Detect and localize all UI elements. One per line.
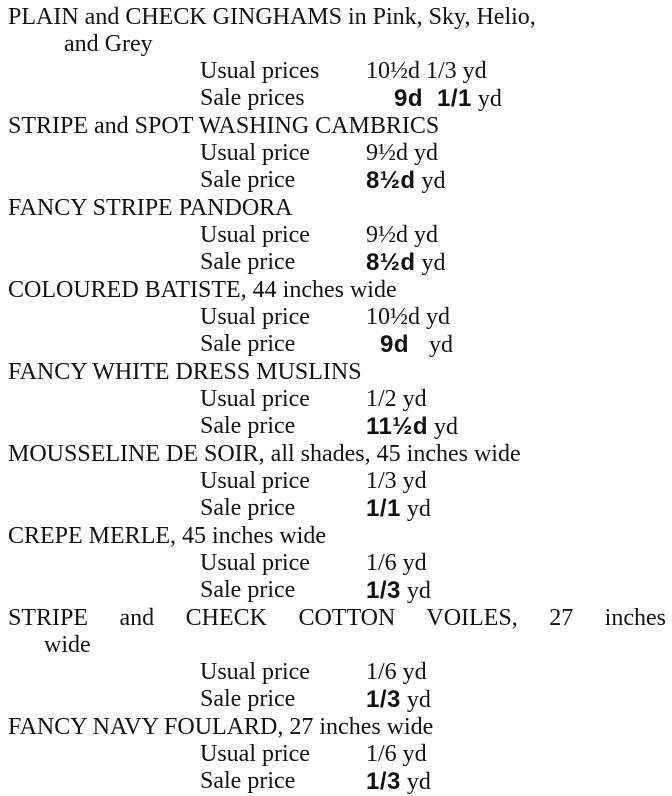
price-item [0, 195, 672, 277]
price-item [0, 113, 672, 195]
sale-price-bold: 1/1 [366, 495, 401, 522]
usual-price-row [0, 468, 672, 495]
item-title-text: FANCY STRIPE PANDORA [8, 195, 293, 221]
item-title [0, 195, 672, 222]
sale-price-label: Sale price [200, 686, 296, 712]
item-title [0, 714, 672, 741]
item-title-text: COLOURED BATISTE, 44 inches wide [8, 277, 397, 303]
sale-price-value [366, 686, 431, 714]
sale-price-unit: yd [406, 496, 431, 522]
usual-price-value: 1/6 yd [366, 659, 427, 685]
item-title-text: STRIPE and CHECK COTTON VOILES, 27 inches [8, 605, 666, 631]
sale-price-bold: 9d [380, 331, 410, 358]
item-title-continuation: wide [44, 632, 91, 658]
sale-price-row [0, 495, 672, 523]
sale-price-unit: yd [421, 250, 446, 276]
sale-price-bold: 1/3 [366, 577, 401, 604]
item-title [0, 441, 672, 468]
item-title [0, 359, 672, 386]
usual-price-value: 9½d yd [366, 140, 438, 166]
sale-price-label: Sale prices [200, 85, 305, 111]
sale-price-unit: yd [477, 86, 502, 112]
sale-price-bold: 9d [394, 85, 424, 112]
usual-price-label: Usual price [200, 468, 310, 494]
sale-price-row [0, 686, 672, 714]
usual-price-value: 1/6 yd [366, 550, 427, 576]
sale-price-label: Sale price [200, 577, 296, 603]
price-item [0, 359, 672, 441]
usual-price-label: Usual price [200, 741, 310, 767]
usual-price-row [0, 550, 672, 577]
usual-price-label: Usual prices [200, 58, 320, 84]
sale-price-bold: 1/1 [437, 85, 472, 112]
usual-price-label: Usual price [200, 222, 310, 248]
item-title [0, 4, 672, 58]
item-title-text: CREPE MERLE, 45 inches wide [8, 523, 326, 549]
usual-price-value: 1/3 yd [366, 468, 427, 494]
usual-price-value: 10½d yd [366, 304, 450, 330]
sale-price-unit: yd [406, 578, 431, 604]
sale-price-row [0, 167, 672, 195]
item-title [0, 277, 672, 304]
usual-price-row [0, 58, 672, 85]
usual-price-row [0, 741, 672, 768]
sale-price-unit: yd [406, 687, 431, 713]
sale-price-label: Sale price [200, 495, 296, 521]
item-title [0, 113, 672, 140]
item-title [0, 523, 672, 550]
sale-price-unit: yd [421, 168, 446, 194]
sale-price-bold: 8½d [366, 167, 416, 194]
sale-price-value [366, 331, 453, 359]
price-item [0, 523, 672, 605]
sale-price-label: Sale price [200, 331, 296, 357]
item-title-continuation: and Grey [64, 31, 153, 57]
sale-price-row [0, 768, 672, 796]
sale-price-value [366, 577, 431, 605]
usual-price-value: 10½d 1/3 yd [366, 58, 487, 84]
sale-price-label: Sale price [200, 167, 296, 193]
item-title-text: STRIPE and SPOT WASHING CAMBRICS [8, 113, 440, 139]
usual-price-row [0, 140, 672, 167]
sale-price-bold: 11½d [366, 413, 429, 440]
usual-price-value: 9½d yd [366, 222, 438, 248]
sale-price-row [0, 413, 672, 441]
sale-price-value [366, 495, 431, 523]
sale-price-value [366, 249, 446, 277]
sale-price-label: Sale price [200, 249, 296, 275]
sale-price-value [366, 167, 446, 195]
item-title-text: MOUSSELINE DE SOIR, all shades, 45 inches wide [8, 441, 521, 467]
usual-price-row [0, 659, 672, 686]
item-title-text: FANCY WHITE DRESS MUSLINS [8, 359, 362, 385]
item-title-text: FANCY NAVY FOULARD, 27 inches wide [8, 714, 434, 740]
price-item [0, 277, 672, 359]
price-item [0, 605, 672, 714]
sale-price-value [366, 413, 458, 441]
sale-price-value [366, 85, 502, 113]
item-title [0, 605, 672, 632]
sale-price-bold: 1/3 [366, 686, 401, 713]
sale-price-unit: yd [434, 414, 459, 440]
sale-price-row [0, 85, 672, 113]
usual-price-row [0, 386, 672, 413]
sale-price-label: Sale price [200, 768, 296, 794]
price-item [0, 4, 672, 113]
usual-price-value: 1/6 yd [366, 741, 427, 767]
item-title-continuation-line [0, 632, 672, 659]
usual-price-value: 1/2 yd [366, 386, 427, 412]
sale-price-bold: 8½d [366, 249, 416, 276]
usual-price-row [0, 222, 672, 249]
usual-price-label: Usual price [200, 304, 310, 330]
usual-price-label: Usual price [200, 140, 310, 166]
price-item [0, 714, 672, 796]
usual-price-label: Usual price [200, 659, 310, 685]
sale-price-bold: 1/3 [366, 768, 401, 795]
item-title-text: PLAIN and CHECK GINGHAMS in Pink, Sky, Helio, [8, 4, 536, 30]
sale-price-row [0, 577, 672, 605]
sale-price-value [366, 768, 431, 796]
price-item [0, 441, 672, 523]
sale-price-row [0, 249, 672, 277]
usual-price-label: Usual price [200, 550, 310, 576]
sale-price-unit: yd [429, 332, 454, 358]
usual-price-label: Usual price [200, 386, 310, 412]
sale-price-row [0, 331, 672, 359]
sale-price-unit: yd [406, 769, 431, 795]
sale-price-label: Sale price [200, 413, 296, 439]
usual-price-row [0, 304, 672, 331]
